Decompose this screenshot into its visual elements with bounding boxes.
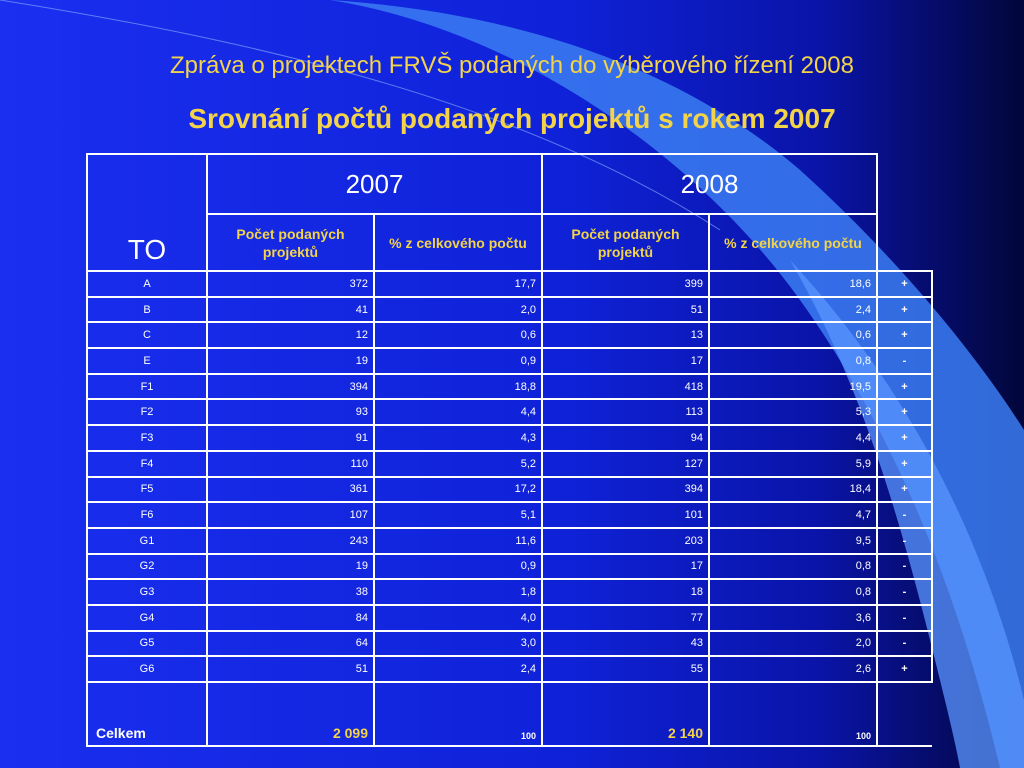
row-percent-2007: 1,8: [374, 579, 542, 605]
row-count-2008: 43: [542, 631, 709, 657]
total-row: [87, 682, 932, 746]
total-percent-2008: 100: [709, 682, 877, 746]
row-percent-2007: 0,6: [374, 322, 542, 348]
row-trend-sign: +: [877, 477, 932, 503]
row-percent-2007: 5,1: [374, 502, 542, 528]
row-trend-sign: -: [877, 502, 932, 528]
row-trend-sign: +: [877, 271, 932, 297]
row-trend-sign: -: [877, 348, 932, 374]
row-count-2007: 19: [207, 554, 374, 580]
table-row: [87, 502, 932, 528]
row-count-2008: 394: [542, 477, 709, 503]
percent-2008-header: % z celkového počtu: [709, 214, 877, 271]
row-percent-2007: 11,6: [374, 528, 542, 554]
row-count-2008: 203: [542, 528, 709, 554]
row-count-2008: 399: [542, 271, 709, 297]
row-trend-sign: +: [877, 322, 932, 348]
row-percent-2008: 0,8: [709, 348, 877, 374]
row-percent-2008: 3,6: [709, 605, 877, 631]
row-trend-sign: -: [877, 554, 932, 580]
row-count-2007: 243: [207, 528, 374, 554]
row-to-code: F5: [87, 477, 207, 503]
row-trend-sign: -: [877, 579, 932, 605]
table-row: [87, 271, 932, 297]
row-count-2007: 110: [207, 451, 374, 477]
row-to-code: A: [87, 271, 207, 297]
row-count-2007: 12: [207, 322, 374, 348]
row-count-2007: 91: [207, 425, 374, 451]
row-percent-2008: 18,6: [709, 271, 877, 297]
row-count-2007: 84: [207, 605, 374, 631]
row-percent-2008: 2,0: [709, 631, 877, 657]
row-to-code: F6: [87, 502, 207, 528]
slide-title: Zpráva o projektech FRVŠ podaných do výběrového řízení 2008: [170, 52, 854, 79]
row-trend-sign: -: [877, 528, 932, 554]
row-to-code: C: [87, 322, 207, 348]
row-count-2007: 41: [207, 297, 374, 323]
row-percent-2008: 0,8: [709, 579, 877, 605]
table-row: [87, 656, 932, 682]
slide-subtitle: Srovnání počtů podaných projektů s rokem 2007: [188, 103, 836, 134]
row-to-code: G5: [87, 631, 207, 657]
row-count-2008: 418: [542, 374, 709, 400]
row-percent-2008: 4,4: [709, 425, 877, 451]
row-percent-2007: 5,2: [374, 451, 542, 477]
table-row: [87, 425, 932, 451]
row-to-code: E: [87, 348, 207, 374]
row-trend-sign: -: [877, 631, 932, 657]
row-count-2008: 101: [542, 502, 709, 528]
row-percent-2007: 18,8: [374, 374, 542, 400]
row-percent-2008: 2,4: [709, 297, 877, 323]
row-count-2008: 77: [542, 605, 709, 631]
count-2007-header: Počet podaných projektů: [207, 214, 374, 271]
row-percent-2007: 0,9: [374, 348, 542, 374]
row-count-2007: 372: [207, 271, 374, 297]
row-count-2008: 18: [542, 579, 709, 605]
row-count-2007: 38: [207, 579, 374, 605]
row-to-code: G2: [87, 554, 207, 580]
empty-cell: [877, 682, 932, 746]
row-count-2007: 93: [207, 399, 374, 425]
row-percent-2008: 0,6: [709, 322, 877, 348]
row-to-code: G3: [87, 579, 207, 605]
table-row: [87, 579, 932, 605]
table-row: [87, 631, 932, 657]
row-trend-sign: +: [877, 425, 932, 451]
table-row: [87, 348, 932, 374]
row-to-code: G4: [87, 605, 207, 631]
row-percent-2008: 0,8: [709, 554, 877, 580]
table-row: [87, 451, 932, 477]
row-to-code: F1: [87, 374, 207, 400]
row-trend-sign: -: [877, 605, 932, 631]
row-percent-2008: 5,9: [709, 451, 877, 477]
row-percent-2007: 4,3: [374, 425, 542, 451]
row-percent-2007: 2,4: [374, 656, 542, 682]
table-row: [87, 399, 932, 425]
row-percent-2008: 2,6: [709, 656, 877, 682]
row-percent-2007: 17,7: [374, 271, 542, 297]
row-percent-2007: 17,2: [374, 477, 542, 503]
row-percent-2008: 19,5: [709, 374, 877, 400]
row-count-2008: 17: [542, 348, 709, 374]
row-count-2007: 19: [207, 348, 374, 374]
row-to-code: F4: [87, 451, 207, 477]
row-percent-2007: 2,0: [374, 297, 542, 323]
year-2008-header: 2008: [542, 154, 877, 214]
row-percent-2008: 5,3: [709, 399, 877, 425]
table-row: [87, 554, 932, 580]
row-count-2008: 113: [542, 399, 709, 425]
total-percent-2007: 100: [374, 682, 542, 746]
row-trend-sign: +: [877, 297, 932, 323]
row-percent-2008: 9,5: [709, 528, 877, 554]
total-label: Celkem: [87, 682, 207, 746]
table-row: [87, 605, 932, 631]
total-count-2007: 2 099: [207, 682, 374, 746]
row-count-2008: 51: [542, 297, 709, 323]
to-header: TO: [87, 154, 207, 271]
row-count-2008: 127: [542, 451, 709, 477]
total-count-2008: 2 140: [542, 682, 709, 746]
row-count-2007: 394: [207, 374, 374, 400]
row-trend-sign: +: [877, 656, 932, 682]
row-percent-2007: 0,9: [374, 554, 542, 580]
table-row: [87, 322, 932, 348]
table-row: [87, 374, 932, 400]
row-to-code: B: [87, 297, 207, 323]
table-row: [87, 297, 932, 323]
empty-corner: [877, 154, 932, 271]
row-percent-2008: 4,7: [709, 502, 877, 528]
row-to-code: F2: [87, 399, 207, 425]
row-count-2008: 55: [542, 656, 709, 682]
row-count-2007: 64: [207, 631, 374, 657]
row-percent-2007: 3,0: [374, 631, 542, 657]
row-count-2008: 17: [542, 554, 709, 580]
row-to-code: F3: [87, 425, 207, 451]
row-to-code: G6: [87, 656, 207, 682]
row-trend-sign: +: [877, 451, 932, 477]
row-percent-2007: 4,0: [374, 605, 542, 631]
row-percent-2008: 18,4: [709, 477, 877, 503]
row-count-2007: 107: [207, 502, 374, 528]
projects-table: [86, 153, 933, 747]
row-trend-sign: +: [877, 374, 932, 400]
row-to-code: G1: [87, 528, 207, 554]
percent-2007-header: % z celkového počtu: [374, 214, 542, 271]
row-trend-sign: +: [877, 399, 932, 425]
table-row: [87, 528, 932, 554]
table-row: [87, 477, 932, 503]
year-2007-header: 2007: [207, 154, 542, 214]
row-percent-2007: 4,4: [374, 399, 542, 425]
count-2008-header: Počet podaných projektů: [542, 214, 709, 271]
row-count-2008: 94: [542, 425, 709, 451]
row-count-2007: 51: [207, 656, 374, 682]
row-count-2008: 13: [542, 322, 709, 348]
row-count-2007: 361: [207, 477, 374, 503]
